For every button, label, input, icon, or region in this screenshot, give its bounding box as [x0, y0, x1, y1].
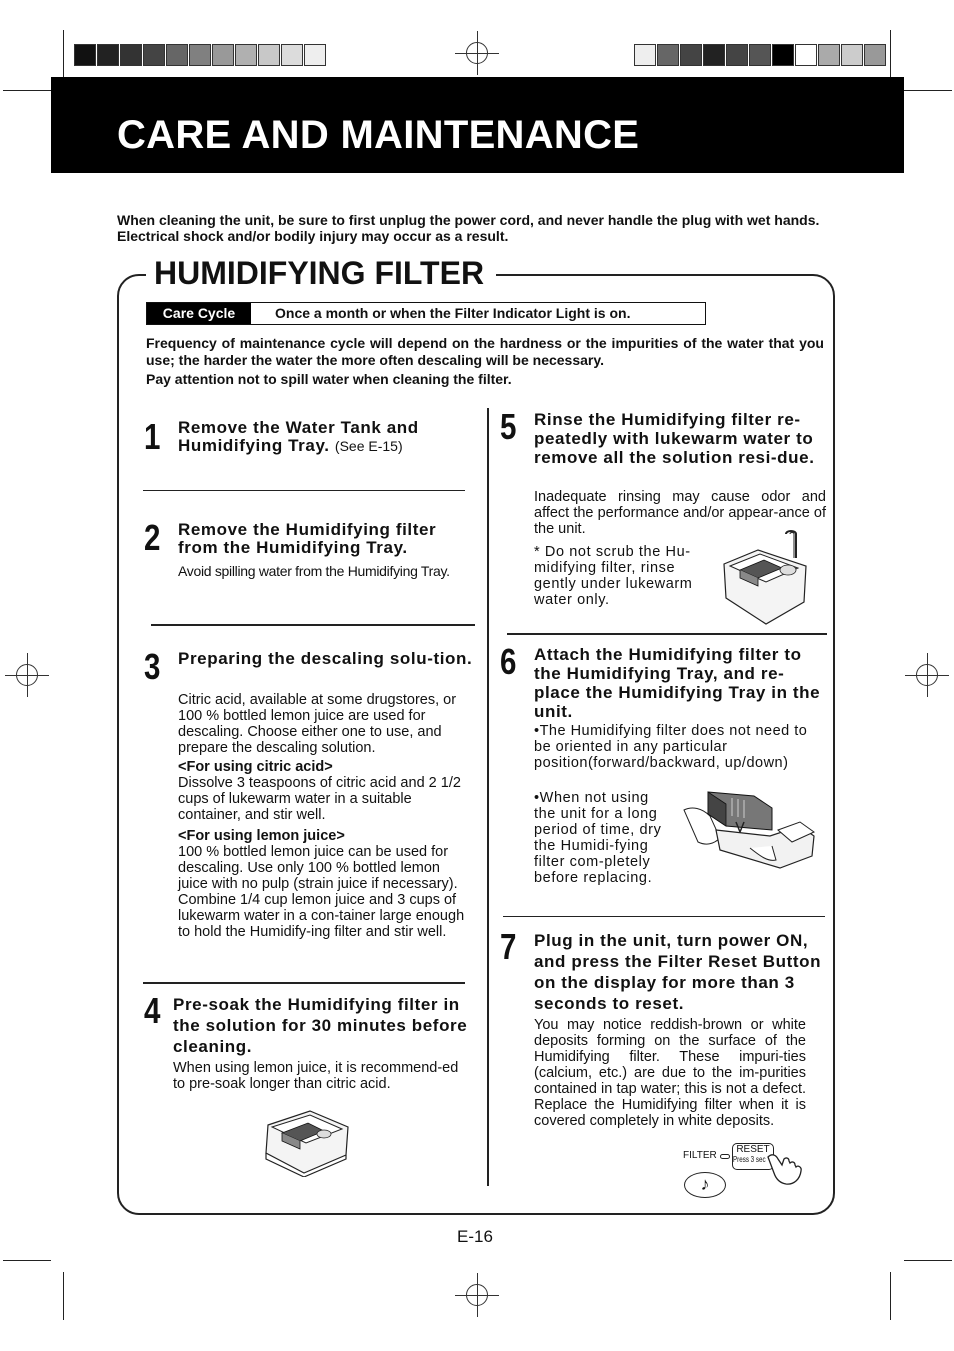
step-1-number: 1 [144, 416, 161, 457]
page-number: E-16 [457, 1227, 493, 1246]
step-3-citric-title: <For using citric acid> [178, 759, 333, 775]
step-6-divider [503, 916, 825, 917]
step-5-heading: Rinse the Humidifying filter re-peatedly with lukewarm water to remove all the solution resi-due. [534, 410, 815, 467]
step-6-bullet-2: •When not using the unit for a long period of time, dry the Humidi-fying filter com-pletely before replacing. [534, 790, 662, 886]
step-5-divider [507, 633, 827, 635]
step-3-lemon-title: <For using lemon juice> [178, 828, 345, 844]
safety-warning: When cleaning the unit, be sure to first unplug the power cord, and never handle the plug with wet hands. Electrical shock and/or bodily injury may occur as a result. [117, 212, 820, 244]
rinsing-faucet-illustration [718, 528, 814, 628]
registration-mark-right [905, 653, 949, 697]
filter-attach-illustration [680, 786, 818, 872]
title-banner [51, 77, 904, 173]
registration-mark-bottom [455, 1273, 499, 1317]
section-title: HUMIDIFYING FILTER [146, 254, 496, 292]
step-6-heading: Attach the Humidifying filter to the Humidifying Tray, and re-place the Humidifying Tray in the unit. [534, 645, 821, 721]
attention-note: Pay attention not to spill water when cleaning the filter. [146, 371, 512, 387]
step-6-bullet-1: •The Humidifying filter does not need to be oriented in any particular position(forward/backward, up/down) [534, 723, 808, 771]
care-cycle-label: Care Cycle [147, 303, 251, 324]
frequency-note: Frequency of maintenance cycle will depend on the hardness or the impurities of the water that you use; the harder the water the more often descaling will be necessary. [146, 335, 824, 368]
step-2-number: 2 [144, 517, 161, 558]
step-2-divider [151, 624, 475, 626]
step-6-number: 6 [500, 641, 517, 682]
step-4-body: When using lemon juice, it is recommend-ed to pre-soak longer than citric acid. [173, 1060, 459, 1092]
column-divider [487, 408, 489, 1186]
filter-indicator-light [720, 1154, 730, 1159]
pressing-finger-icon [764, 1147, 806, 1187]
step-2-heading: Remove the Humidifying filter from the Humidifying Tray. [178, 520, 437, 557]
step-3-divider [143, 982, 465, 984]
step-3-body [178, 692, 472, 940]
care-cycle-box [146, 302, 706, 325]
step-3-citric-body: Dissolve 3 teaspoons of citric acid and 2 1/2 cups of lukewarm water in a suitable container, and stir well. [178, 775, 461, 823]
step-4-number: 4 [144, 990, 161, 1031]
care-cycle-value: Once a month or when the Filter Indicator Light is on. [275, 305, 631, 321]
step-3-number: 3 [144, 646, 161, 687]
step-5-number: 5 [500, 406, 517, 447]
registration-mark-top [455, 31, 499, 75]
step-7-heading: Plug in the unit, turn power ON, and press the Filter Reset Button on the display for more than 3 seconds to reset. [534, 931, 822, 1013]
step-5-body: Inadequate rinsing may cause odor and affect the performance and/or appear-ance of the unit. [534, 489, 826, 537]
step-1-ref: (See E-15) [334, 438, 403, 454]
step-5-note: * Do not scrub the Hu-midifying filter, rinse gently under lukewarm water only. [534, 544, 693, 608]
step-3-intro: Citric acid, available at some drugstores, or 100 % bottled lemon juice are used for descaling. Choose either one to use, and prepare the descaling solution. [178, 692, 457, 756]
step-3-heading: Preparing the descaling solu-tion. [178, 649, 473, 668]
filter-indicator-label: FILTER [683, 1150, 717, 1161]
page-title: CARE AND MAINTENANCE [117, 113, 640, 157]
reset-button-label: RESET [736, 1144, 770, 1155]
color-bar-left [74, 44, 327, 66]
step-4-heading: Pre-soak the Humidifying filter in the solution for 30 minutes before cleaning. [173, 995, 468, 1056]
color-bar-right [634, 44, 887, 66]
beep-note-icon: ♪ [684, 1172, 726, 1198]
soaking-tray-illustration [262, 1107, 352, 1177]
reset-button-hint: Press 3 sec [733, 1155, 766, 1164]
step-1-heading: Remove the Water Tank and Humidifying Tray. (See E-15) [178, 418, 419, 455]
registration-mark-left [5, 653, 49, 697]
step-7-number: 7 [500, 926, 517, 967]
step-7-body: You may notice reddish-brown or white deposits forming on the surface of the Humidifying filter. These impuri-ties (calcium, etc.) are due to the im-purities contained in tap water; this is not a defect. Replace the Humidifying filter when it is covered completely in white deposits. [534, 1017, 806, 1129]
step-2-body: Avoid spilling water from the Humidifying Tray. [178, 563, 450, 579]
step-1-divider [143, 490, 465, 491]
step-3-lemon-body: 100 % bottled lemon juice can be used for descaling. Use only 100 % bottled lemon juice with no pulp (strain juice if necessary). Combine 1/4 cup lemon juice and 3 cups of lukewarm water in a con-tainer large enough to hold the Humidify-ing filter and stir well. [178, 844, 465, 940]
